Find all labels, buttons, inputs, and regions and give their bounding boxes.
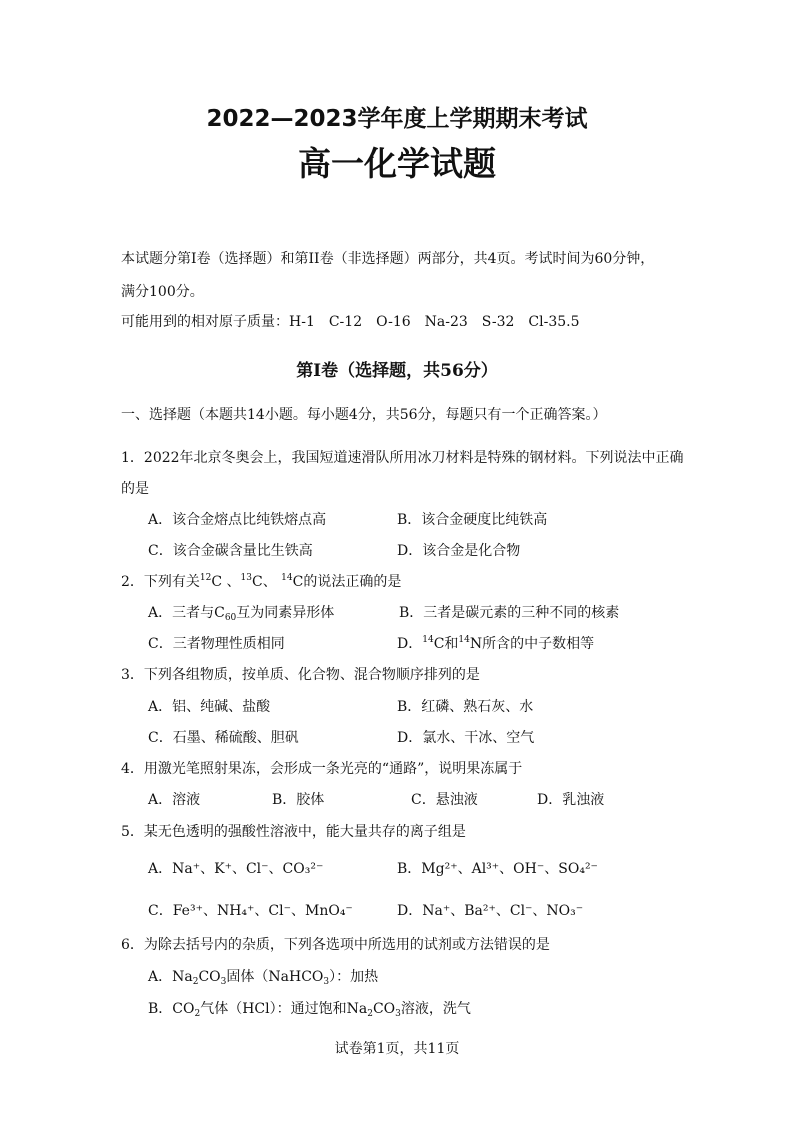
q5-stem: 5．某无色透明的强酸性溶液中，能大量共存的离子组是 — [121, 824, 466, 840]
q2-option-b: B．三者是碳元素的三种不同的核素 — [399, 605, 620, 621]
page-footer: 试卷第1页，共11页 — [334, 1041, 460, 1057]
q3-stem: 3．下列各组物质，按单质、化合物、混合物顺序排列的是 — [121, 667, 480, 683]
section-instructions: 一、选择题（本题共14小题。每小题4分，共56分，每题只有一个正确答案。） — [121, 407, 607, 423]
q1-option-a: A．该合金熔点比纯铁熔点高 — [148, 512, 327, 528]
q1-option-d: D．该合金是化合物 — [397, 543, 521, 559]
q6-option-a: A．$Na_2CO_3$固体（NaHCO$_3$）：加热 — [148, 969, 379, 987]
exam-title: 2022—2023学年度上学期期末考试 — [206, 106, 588, 132]
q6-stem: 6．为除去括号内的杂质，下列各选项中所选用的试剂或方法错误的是 — [121, 937, 550, 953]
q2-option-c: C．三者物理性质相同 — [148, 636, 285, 652]
q2-option-a: A．三者与$C_{60}$互为同素异形体 — [148, 605, 335, 623]
q1-option-c: C．该合金碳含量比生铁高 — [148, 543, 313, 559]
q6-option-b: B．$CO_2$气体（HCl）：通过饱和$Na_2CO_3$溶液，洗气 — [148, 1001, 471, 1019]
intro-line-1: 本试题分第I卷（选择题）和第II卷（非选择题）两部分，共4页。考试时间为60分钟， — [121, 251, 655, 267]
q2-option-d: D．$^{14}$C和$^{14}$N所含的中子数相等 — [397, 635, 595, 652]
atomic-masses: 可能用到的相对原子质量：H-1 C-12 O-16 Na-23 S-32 Cl-35.5 — [121, 314, 580, 330]
q3-option-c: C．石墨、稀硫酸、胆矾 — [148, 730, 299, 746]
q5-option-d: D．Na⁺、Ba²⁺、Cl⁻、NO₃⁻ — [397, 903, 584, 919]
q1-stem-line-1: 1．2022年北京冬奥会上，我国短道速滑队所用冰刀材料是特殊的钢材料。下列说法中正确 — [121, 450, 684, 466]
q5-option-b: B．Mg²⁺、Al³⁺、OH⁻、SO₄²⁻ — [397, 861, 598, 877]
q5-option-c: C．Fe³⁺、NH₄⁺、Cl⁻、MnO₄⁻ — [148, 903, 353, 919]
q3-option-a: A．铝、纯碱、盐酸 — [148, 699, 271, 715]
q4-stem: 4．用激光笔照射果冻，会形成一条光亮的“通路”，说明果冻属于 — [121, 761, 523, 777]
q1-stem-line-2: 的是 — [121, 481, 149, 497]
q1-option-b: B．该合金硬度比纯铁高 — [397, 512, 548, 528]
exam-subtitle: 高一化学试题 — [298, 144, 496, 183]
section-title: 第I卷（选择题，共56分） — [296, 361, 498, 381]
q2-stem: 2．下列有关$^{12}$C 、$^{13}$C、 $^{14}$C的说法正确的是 — [121, 573, 402, 590]
q4-option-b: B．胶体 — [272, 792, 325, 808]
q3-option-d: D．氯水、干冰、空气 — [397, 730, 535, 746]
q3-option-b: B．红磷、熟石灰、水 — [397, 699, 534, 715]
q5-option-a: A．Na⁺、K⁺、Cl⁻、CO₃²⁻ — [148, 861, 324, 877]
intro-line-2: 满分100分。 — [121, 284, 204, 300]
q4-option-a: A．溶液 — [148, 792, 201, 808]
q4-option-d: D．乳浊液 — [537, 792, 605, 808]
q4-option-c: C．悬浊液 — [411, 792, 478, 808]
